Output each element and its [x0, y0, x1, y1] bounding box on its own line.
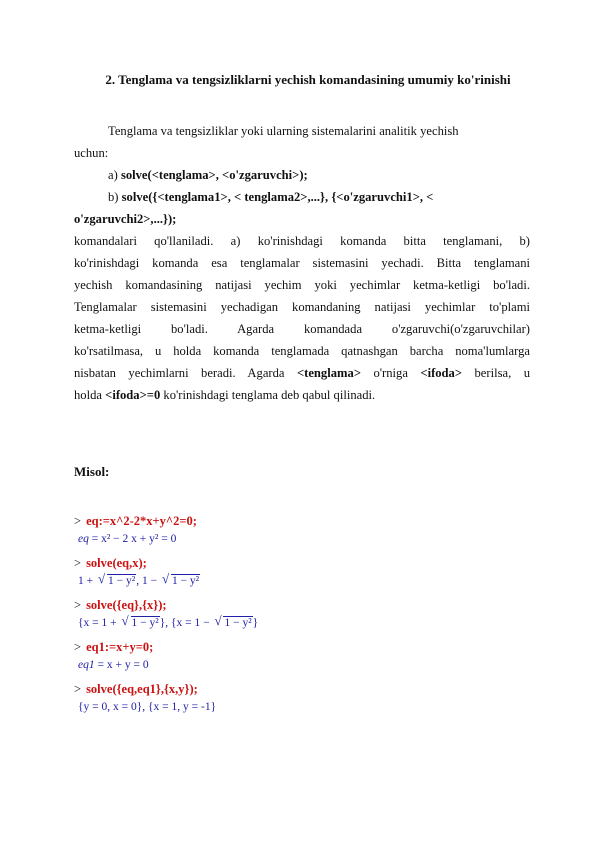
maple-output: {x = 1 + √ 1 − y²}, {x = 1 − √ 1 − y²} — [74, 614, 544, 632]
body-line: yechish komandasining natijasi yechim yoki yechimlar ketma-ketligi bo'ladi. — [74, 278, 530, 292]
maple-command: > solve({eq},{x}); — [74, 598, 167, 612]
prompt-symbol: > — [74, 640, 82, 654]
body-line: nisbatan yechimlarni beradi. Agarda <tenglama> o'rniga <ifoda> berilsa, u — [74, 366, 530, 380]
maple-command: > eq:=x^2-2*x+y^2=0; — [74, 514, 197, 528]
form-b-continued — [74, 208, 530, 230]
example-label: Misol: — [74, 464, 110, 479]
body-line: ko'rinishdagi komanda esa tenglamalar sistemasini yechadi. Bitta tenglamani — [74, 256, 530, 270]
intro-line: Tenglama va tengsizliklar yoki ularning sistemalarini analitik yechish — [108, 124, 459, 138]
maple-command: > solve(eq,x); — [74, 556, 147, 570]
form-b — [74, 186, 530, 208]
form-b-prefix: b) — [108, 190, 122, 204]
body-line: holda <ifoda>=0 ko'rinishdagi tenglama deb qabul qilinadi. — [74, 388, 376, 402]
sqrt-expression: √ 1 − y² — [162, 572, 200, 590]
sqrt-expression: √ 1 − y² — [98, 572, 136, 590]
form-a-prefix: a) — [108, 168, 121, 182]
body-text — [74, 120, 530, 406]
section-heading: 2. Tenglama va tengsizliklarni yechish komandasining umumiy ko'rinishi — [105, 72, 511, 87]
body-line: Tenglamalar sistemasini yechadigan komandaning natijasi yechimlar to'plami — [74, 300, 530, 314]
maple-session — [74, 512, 544, 716]
prompt-symbol: > — [74, 682, 82, 696]
prompt-symbol: > — [74, 556, 82, 570]
maple-output: {y = 0, x = 0}, {x = 1, y = -1} — [78, 701, 217, 713]
form-a-command: solve(<tenglama>, <o'zgaruvchi>); — [120, 168, 308, 182]
form-b-command-cont: o'zgaruvchi2>,...}); — [74, 212, 177, 226]
maple-output: eq1 = x + y = 0 — [78, 659, 149, 671]
body-line: komandalari qo'llaniladi. a) ko'rinishdagi komanda bitta tenglamani, b) — [74, 234, 530, 248]
intro-line: uchun: — [74, 146, 109, 160]
body-line: ketma-ketligi bo'ladi. Agarda komandada o'zgaruvchi(o'zgaruvchilar) — [74, 322, 530, 336]
ifoda-term: <ifoda> — [420, 366, 463, 380]
prompt-symbol: > — [74, 598, 82, 612]
tenglama-term: <tenglama> — [296, 366, 361, 380]
maple-command: > solve({eq,eq1},{x,y}); — [74, 682, 198, 696]
body-line: ko'rsatilmasa, u holda komanda tenglamada qatnashgan barcha noma'lumlarga — [74, 344, 530, 358]
form-b-command: solve({<tenglama1>, < tenglama2>,...}, {<o'zgaruvchi1>, < — [121, 190, 434, 204]
maple-command: > eq1:=x+y=0; — [74, 640, 154, 654]
prompt-symbol: > — [74, 514, 82, 528]
maple-output: eq = x² − 2 x + y² = 0 — [78, 533, 177, 545]
sqrt-expression: √ 1 − y² — [214, 614, 252, 632]
maple-output: 1 + √ 1 − y², 1 − √ 1 − y² — [74, 572, 544, 590]
sqrt-expression: √ 1 − y² — [122, 614, 160, 632]
ifoda-equation-term: <ifoda>=0 — [105, 388, 161, 402]
form-a — [74, 164, 530, 186]
